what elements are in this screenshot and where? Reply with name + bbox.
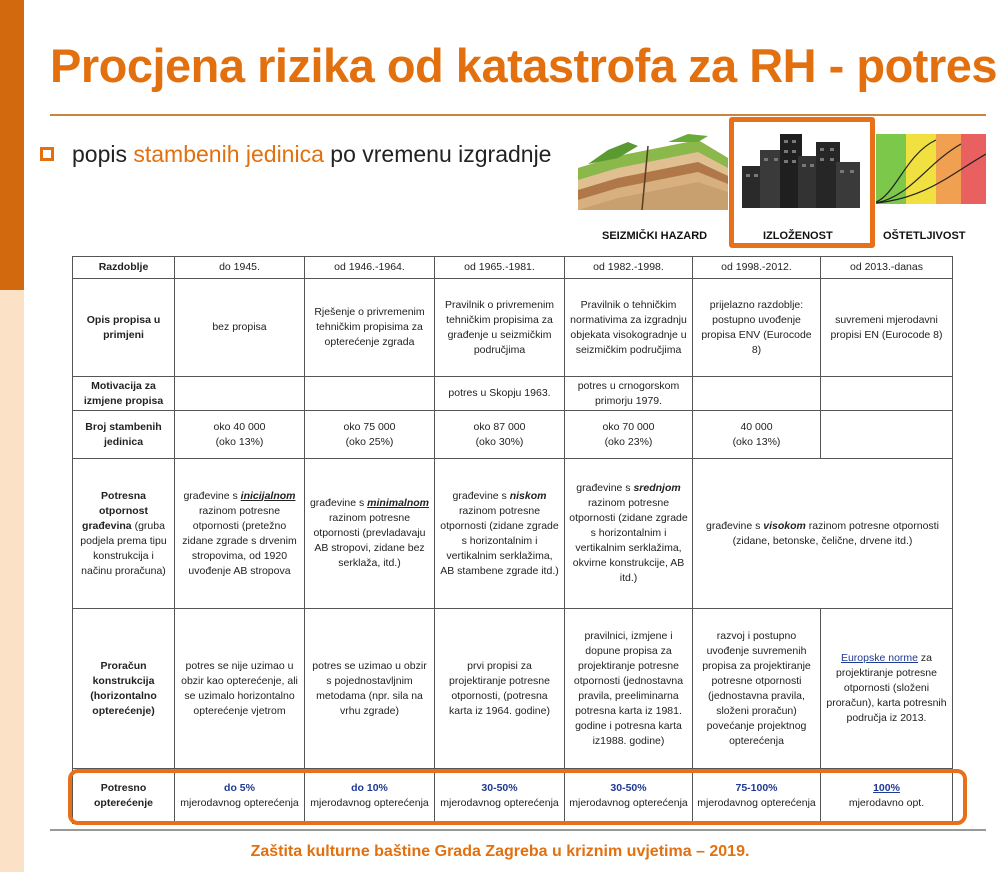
header-cell: od 1998.-2012.: [693, 257, 821, 279]
header-cell: od 1965.-1981.: [435, 257, 565, 279]
table-cell: 30-50% mjerodavnog opterećenja: [565, 769, 693, 824]
side-bar-dark: [0, 0, 24, 290]
table-cell: Europske norme za projektiranje potresne otpornosti (složeni proračun), karta potresnih područja iz 2013.: [821, 609, 953, 769]
table-cell: [305, 377, 435, 411]
table-cell: potres u Skopju 1963.: [435, 377, 565, 411]
europske-norme-link[interactable]: Europske norme: [840, 652, 919, 664]
header-cell: od 1946.-1964.: [305, 257, 435, 279]
row-label: Opis propisa u primjeni: [73, 279, 175, 377]
header-row: [73, 257, 953, 279]
table-row: [73, 609, 953, 769]
table-cell: [821, 411, 953, 459]
table-cell: potres u crnogorskom primorju 1979.: [565, 377, 693, 411]
table-cell: Rješenje o privremenim tehničkim propisima za opterećenje zgrada: [305, 279, 435, 377]
exposure-label: IZLOŽENOST: [763, 230, 833, 242]
load-row-highlight-box: [68, 769, 967, 825]
footer-divider: [50, 829, 986, 831]
table-row: [73, 279, 953, 377]
table-cell: građevine s minimalnom razinom potresne otpornosti (prevladavaju AB stropovi, zidane bez serklaža, itd.): [305, 459, 435, 609]
table-cell: prijelazno razdoblje: postupno uvođenje propisa ENV (Eurocode 8): [693, 279, 821, 377]
bullet-highlight: stambenih jedinica: [133, 141, 324, 167]
header-cell: od 2013.-danas: [821, 257, 953, 279]
page-title: Procjena rizika od katastrofa za RH - potres: [50, 39, 998, 92]
table-cell: građevine s srednjom razinom potresne otpornosti (zidane zgrade s horizontalnim i vertikalnim serklažima, okvirne konstrukcije, AB itd.): [565, 459, 693, 609]
table-cell: oko 87 000 (oko 30%): [435, 411, 565, 459]
table-cell: [693, 377, 821, 411]
row-label: Potresno opterećenje: [73, 769, 175, 824]
table-cell: oko 75 000 (oko 25%): [305, 411, 435, 459]
seismic-hazard-image: [578, 128, 728, 210]
header-cell: od 1982.-1998.: [565, 257, 693, 279]
vulnerability-label: OŠTETLJIVOST: [883, 230, 966, 242]
table-cell: pravilnici, izmjene i dopune propisa za projektiranje potresne otpornosti (jednostavna pravila, preeliminarna potresna karta iz 1981. godine i potresna karta iz1988. godine): [565, 609, 693, 769]
table-cell: bez propisa: [175, 279, 305, 377]
risk-table: [72, 256, 953, 824]
table-cell: prvi propisi za projektiranje potresne otpornosti, (potresna karta iz 1964. godine): [435, 609, 565, 769]
table-cell: 40 000 (oko 13%): [693, 411, 821, 459]
bullet-square-icon: [40, 147, 54, 161]
bullet-text: popis stambenih jedinica po vremenu izgradnje: [72, 141, 552, 167]
table-cell: [175, 377, 305, 411]
table-cell: građevine s inicijalnom razinom potresne otpornosti (pretežno zidane zgrade s drvenim stropovima, od 1920 uvođenje AB stropova: [175, 459, 305, 609]
table-cell: 75-100% mjerodavnog opterećenja: [693, 769, 821, 824]
table-cell: građevine s visokom razinom potresne otpornosti (zidane, betonske, čelične, drvene itd.): [693, 459, 953, 609]
table-cell: do 10% mjerodavnog opterećenja: [305, 769, 435, 824]
header-cell: do 1945.: [175, 257, 305, 279]
exposure-highlight-box: [729, 117, 875, 248]
footer-text: Zaštita kulturne baštine Grada Zagreba u kriznim uvjetima – 2019.: [250, 843, 750, 860]
table-row: [73, 459, 953, 609]
table-cell: Pravilnik o privremenim tehničkim propisima za građenje u seizmičkim područjima: [435, 279, 565, 377]
title-divider: [50, 114, 986, 116]
vulnerability-curves-image: [876, 134, 986, 204]
table-cell: suvremeni mjerodavni propisi EN (Eurocode 8): [821, 279, 953, 377]
table-cell: potres se nije uzimao u obzir kao opterećenje, ali se uzimalo horizontalno opterećenje vjetrom: [175, 609, 305, 769]
table-cell: oko 70 000 (oko 23%): [565, 411, 693, 459]
table-cell: do 5% mjerodavnog opterećenja: [175, 769, 305, 824]
table-cell: potres se uzimao u obzir s pojednostavljnim metodama (npr. sila na vrhu zgrade): [305, 609, 435, 769]
row-label: Potresna otpornost građevina (gruba podjela prema tipu konstrukcija i načinu proračuna): [73, 459, 175, 609]
table-row: [73, 377, 953, 411]
hazard-label: SEIZMIČKI HAZARD: [602, 230, 708, 242]
row-label: Proračun konstrukcija (horizontalno opterećenje): [73, 609, 175, 769]
table-row: [73, 411, 953, 459]
table-cell: građevine s niskom razinom potresne otpornosti (zidane zgrade s horizontalnim i vertikalnim serklažima, AB stambene zgrade itd.): [435, 459, 565, 609]
table-cell: Pravilnik o tehničkim normativima za izgradnju objekata visokogradnje u seizmičkim područjima: [565, 279, 693, 377]
header-cell: Razdoblje: [73, 257, 175, 279]
row-label: Motivacija za izmjene propisa: [73, 377, 175, 411]
table-cell: 30-50% mjerodavnog opterećenja: [435, 769, 565, 824]
row-label: Broj stambenih jedinica: [73, 411, 175, 459]
table-cell: [821, 377, 953, 411]
side-bar-light: [0, 290, 24, 872]
table-cell: razvoj i postupno uvođenje suvremenih propisa za projektiranje potresne otpornosti (jednostavna pravila, složeni proračun) povećanje projektnog opterećenja: [693, 609, 821, 769]
table-cell: oko 40 000 (oko 13%): [175, 411, 305, 459]
table-cell: 100% mjerodavno opt.: [821, 769, 953, 824]
